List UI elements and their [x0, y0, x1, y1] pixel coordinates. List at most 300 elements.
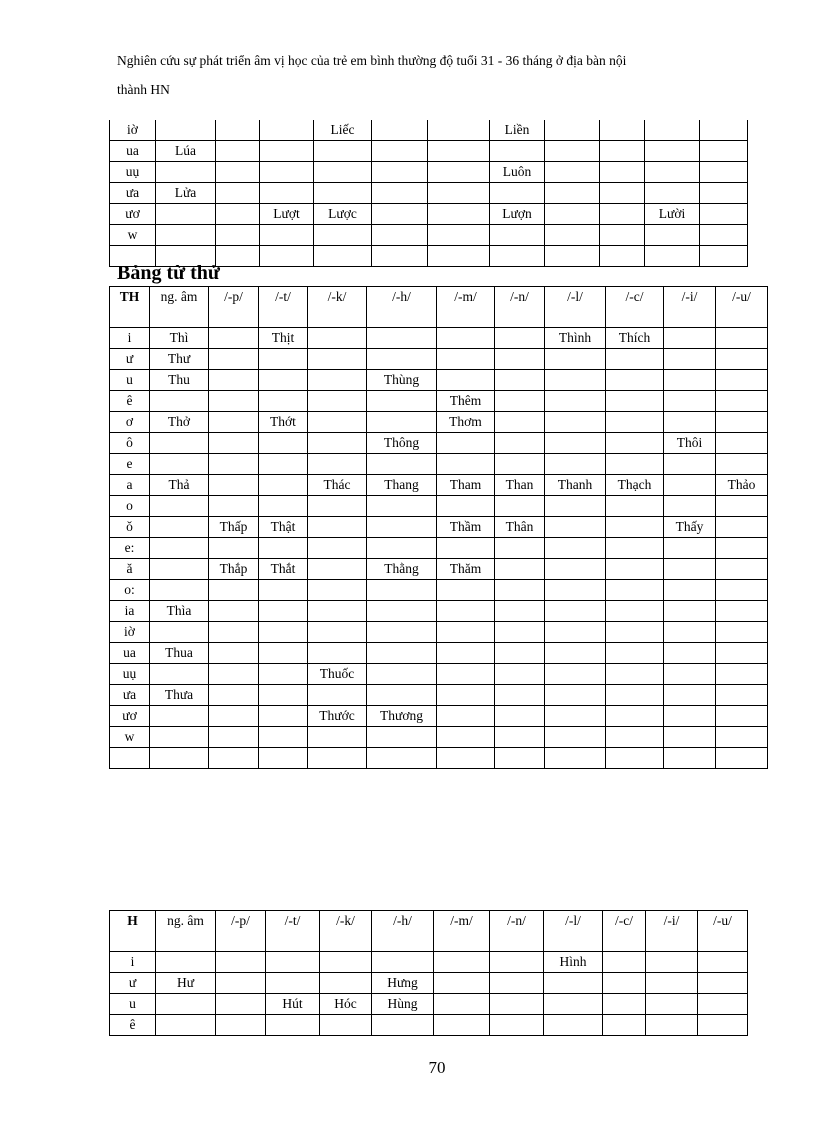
table-cell: [545, 601, 606, 622]
table-cell: Hưng: [372, 973, 434, 994]
column-header: /-n/: [495, 287, 545, 328]
table-cell: Thảo: [716, 475, 768, 496]
table-cell: [150, 454, 209, 475]
table-cell: [600, 120, 645, 141]
table-cell: [150, 664, 209, 685]
table-cell: [606, 664, 664, 685]
table-cell: [606, 559, 664, 580]
table-cell: Thanh: [545, 475, 606, 496]
table-cell: [209, 433, 259, 454]
row-label-cell: ê: [110, 391, 150, 412]
table-cell: Thuốc: [308, 664, 367, 685]
table-cell: [716, 664, 768, 685]
table-cell: [259, 538, 308, 559]
table-cell: [545, 349, 606, 370]
table-cell: [308, 412, 367, 433]
table-cell: [545, 433, 606, 454]
table-row: [110, 433, 768, 454]
table-cell: [437, 706, 495, 727]
table-cell: Hút: [266, 994, 320, 1015]
table-cell: [606, 622, 664, 643]
row-label-cell: ia: [110, 601, 150, 622]
row-label-cell: u: [110, 370, 150, 391]
main-table-head: [110, 287, 768, 328]
table-cell: [216, 162, 260, 183]
table-cell: [308, 748, 367, 769]
table-cell: [372, 204, 428, 225]
row-label-cell: [110, 748, 150, 769]
table-row: [110, 391, 768, 412]
table-cell: [428, 246, 490, 267]
column-header: /-p/: [216, 911, 266, 952]
page-number: 70: [428, 1058, 446, 1077]
table-cell: [495, 349, 545, 370]
table-cell: [367, 454, 437, 475]
table-cell: [259, 748, 308, 769]
table-cell: [495, 391, 545, 412]
table-row: [110, 412, 768, 433]
table-cell: [490, 141, 545, 162]
main-table-body: [110, 328, 768, 769]
table-cell: Thác: [308, 475, 367, 496]
table-cell: [260, 225, 314, 246]
table-cell: [490, 952, 544, 973]
table-cell: Thương: [367, 706, 437, 727]
table-cell: [606, 517, 664, 538]
table-cell: Lười: [645, 204, 700, 225]
table-cell: [646, 994, 698, 1015]
table-cell: [490, 994, 544, 1015]
table-row: [110, 225, 748, 246]
table-cell: [308, 685, 367, 706]
row-label-cell: ua: [110, 141, 156, 162]
table-cell: [606, 496, 664, 517]
table-cell: [260, 183, 314, 204]
table-cell: [495, 496, 545, 517]
table-cell: [259, 706, 308, 727]
table-cell: [367, 517, 437, 538]
table-cell: [320, 1015, 372, 1036]
table-cell: Thở: [150, 412, 209, 433]
table-cell: [314, 162, 372, 183]
table-cell: [716, 370, 768, 391]
table-cell: [216, 225, 260, 246]
column-header: /-n/: [490, 911, 544, 952]
table-cell: [716, 727, 768, 748]
table-cell: [645, 141, 700, 162]
table-cell: [209, 706, 259, 727]
table-cell: [437, 622, 495, 643]
row-label-cell: w: [110, 225, 156, 246]
table-cell: [700, 225, 748, 246]
table-cell: Luôn: [490, 162, 545, 183]
table-row: [110, 349, 768, 370]
table-cell: [646, 952, 698, 973]
table-cell: [545, 225, 600, 246]
table-row: [110, 1015, 748, 1036]
row-label-cell: i: [110, 952, 156, 973]
table-row: [110, 973, 748, 994]
column-header: /-u/: [716, 287, 768, 328]
table-cell: [545, 622, 606, 643]
table-cell: [606, 706, 664, 727]
table-cell: [545, 748, 606, 769]
table-cell: [645, 162, 700, 183]
table-cell: [495, 328, 545, 349]
table-cell: [544, 1015, 603, 1036]
table-cell: [209, 601, 259, 622]
table-cell: [372, 225, 428, 246]
main-table-header-row: [110, 287, 768, 328]
table-cell: [437, 454, 495, 475]
table-cell: [606, 349, 664, 370]
table-cell: [437, 748, 495, 769]
table-cell: [645, 120, 700, 141]
column-header: /-l/: [544, 911, 603, 952]
table-cell: [495, 601, 545, 622]
table-cell: [156, 952, 216, 973]
table-row: [110, 643, 768, 664]
table-cell: Thơm: [437, 412, 495, 433]
table-cell: [716, 538, 768, 559]
table-cell: [367, 538, 437, 559]
table-cell: [716, 622, 768, 643]
table-cell: Thùng: [367, 370, 437, 391]
row-label-cell: ư: [110, 973, 156, 994]
table-cell: [428, 162, 490, 183]
row-label-cell: ơ: [110, 412, 150, 433]
table-cell: [216, 952, 266, 973]
column-header: /-k/: [308, 287, 367, 328]
table-cell: [545, 370, 606, 391]
table-cell: [664, 412, 716, 433]
row-label-cell: ô: [110, 433, 150, 454]
table-cell: [716, 391, 768, 412]
table-cell: [495, 727, 545, 748]
table-cell: [216, 120, 260, 141]
table-cell: [260, 120, 314, 141]
column-header: /-m/: [437, 287, 495, 328]
table-cell: [266, 973, 320, 994]
table-cell: [308, 538, 367, 559]
table-cell: Thôi: [664, 433, 716, 454]
table-cell: [664, 496, 716, 517]
section-title: Bảng từ thử: [117, 262, 220, 284]
table-cell: [434, 994, 490, 1015]
table-cell: [259, 433, 308, 454]
table-cell: [716, 454, 768, 475]
table-cell: [259, 664, 308, 685]
table-cell: [716, 328, 768, 349]
table-cell: [716, 433, 768, 454]
table-cell: Thìa: [150, 601, 209, 622]
table-cell: [606, 370, 664, 391]
continued-word-table: [109, 120, 748, 267]
table-cell: [716, 517, 768, 538]
table-cell: [372, 162, 428, 183]
table-cell: [308, 349, 367, 370]
table-cell: [259, 349, 308, 370]
column-header: ng. âm: [156, 911, 216, 952]
table-cell: [545, 517, 606, 538]
table-cell: [437, 328, 495, 349]
table-cell: [600, 183, 645, 204]
table-row: [110, 454, 768, 475]
table-cell: [308, 643, 367, 664]
row-label-cell: u: [110, 994, 156, 1015]
table-cell: [259, 475, 308, 496]
table-cell: [606, 538, 664, 559]
table-cell: [495, 706, 545, 727]
table-cell: [664, 559, 716, 580]
row-label-cell: o: [110, 496, 150, 517]
table-cell: [259, 643, 308, 664]
row-label-cell: uụ: [110, 162, 156, 183]
table-cell: [700, 120, 748, 141]
table-cell: [259, 496, 308, 517]
table-cell: [437, 601, 495, 622]
table-cell: [603, 952, 646, 973]
table-cell: [367, 685, 437, 706]
table-cell: [645, 225, 700, 246]
table-cell: [700, 246, 748, 267]
table-cell: [545, 412, 606, 433]
table-cell: [664, 622, 716, 643]
column-header: /-u/: [698, 911, 748, 952]
table-cell: [490, 1015, 544, 1036]
table-cell: [545, 664, 606, 685]
table-cell: [716, 496, 768, 517]
table-cell: Thêm: [437, 391, 495, 412]
table-cell: [150, 622, 209, 643]
table-row: [110, 994, 748, 1015]
table-cell: [545, 246, 600, 267]
table-cell: [216, 1015, 266, 1036]
table-cell: [428, 183, 490, 204]
table-cell: [259, 391, 308, 412]
table-cell: [545, 727, 606, 748]
table-cell: [216, 141, 260, 162]
table-cell: [308, 370, 367, 391]
table-cell: [664, 349, 716, 370]
table-cell: [367, 727, 437, 748]
table-cell: [367, 664, 437, 685]
table-cell: [495, 580, 545, 601]
table-cell: Thầm: [437, 517, 495, 538]
table-cell: [664, 391, 716, 412]
table-cell: [308, 727, 367, 748]
table-cell: Thua: [150, 643, 209, 664]
table-cell: Hóc: [320, 994, 372, 1015]
table-cell: [664, 685, 716, 706]
table-cell: [495, 454, 545, 475]
table-cell: [716, 748, 768, 769]
table-cell: [259, 727, 308, 748]
table-row: [110, 370, 768, 391]
table-cell: Thấp: [209, 517, 259, 538]
table-cell: [372, 120, 428, 141]
table-cell: [314, 141, 372, 162]
table-cell: [308, 391, 367, 412]
row-label-cell: o:: [110, 580, 150, 601]
table-cell: Thu: [150, 370, 209, 391]
table-cell: [209, 454, 259, 475]
table-cell: Thạch: [606, 475, 664, 496]
table-cell: [700, 141, 748, 162]
table-cell: [545, 538, 606, 559]
row-label-cell: ua: [110, 643, 150, 664]
table-cell: [664, 727, 716, 748]
column-header: /-l/: [545, 287, 606, 328]
table-cell: [308, 433, 367, 454]
table-cell: [603, 1015, 646, 1036]
table-row: [110, 328, 768, 349]
table-cell: [209, 496, 259, 517]
table-cell: Thích: [606, 328, 664, 349]
table-cell: [156, 1015, 216, 1036]
table-cell: [209, 727, 259, 748]
table-cell: [664, 706, 716, 727]
table-cell: [150, 559, 209, 580]
table-cell: [664, 454, 716, 475]
table-cell: [320, 973, 372, 994]
table-cell: [216, 204, 260, 225]
table-cell: [428, 225, 490, 246]
table-cell: [209, 370, 259, 391]
table-cell: [606, 727, 664, 748]
table-row: [110, 183, 748, 204]
table-cell: [372, 183, 428, 204]
table-cell: [606, 454, 664, 475]
table-row: [110, 601, 768, 622]
table-cell: [664, 370, 716, 391]
table-cell: Liền: [490, 120, 545, 141]
table-cell: [437, 685, 495, 706]
row-label-cell: ươ: [110, 204, 156, 225]
table-cell: [490, 973, 544, 994]
table-cell: Thắt: [259, 559, 308, 580]
table-row: [110, 685, 768, 706]
table-cell: Thì: [150, 328, 209, 349]
table-cell: [437, 496, 495, 517]
table-cell: [150, 496, 209, 517]
table-cell: [495, 559, 545, 580]
table-cell: [716, 412, 768, 433]
table-cell: [259, 454, 308, 475]
table-cell: [698, 1015, 748, 1036]
table-cell: Thả: [150, 475, 209, 496]
table-cell: [209, 391, 259, 412]
table-cell: [150, 517, 209, 538]
table-cell: [698, 973, 748, 994]
table-cell: [495, 664, 545, 685]
table-cell: [372, 141, 428, 162]
table-cell: [545, 559, 606, 580]
table-cell: [437, 538, 495, 559]
table-cell: [545, 454, 606, 475]
table-cell: [606, 685, 664, 706]
table-cell: [545, 685, 606, 706]
table-cell: [367, 580, 437, 601]
table-cell: [308, 517, 367, 538]
table-cell: [603, 994, 646, 1015]
table-cell: [314, 225, 372, 246]
table-cell: Hình: [544, 952, 603, 973]
table-cell: [664, 580, 716, 601]
table-cell: [716, 580, 768, 601]
table-row: [110, 204, 748, 225]
table-cell: Liếc: [314, 120, 372, 141]
column-header: /-i/: [664, 287, 716, 328]
table-cell: [150, 433, 209, 454]
table-cell: [372, 246, 428, 267]
table-cell: [600, 162, 645, 183]
table-cell: [308, 580, 367, 601]
table-cell: [545, 183, 600, 204]
table-cell: Thưa: [150, 685, 209, 706]
table-cell: [545, 141, 600, 162]
table-cell: Thật: [259, 517, 308, 538]
table-cell: [646, 1015, 698, 1036]
table-cell: [606, 601, 664, 622]
column-header: /-t/: [266, 911, 320, 952]
table-cell: [437, 664, 495, 685]
table-cell: Thân: [495, 517, 545, 538]
table-cell: [545, 496, 606, 517]
table-cell: Thình: [545, 328, 606, 349]
table-cell: [156, 120, 216, 141]
table-cell: [545, 706, 606, 727]
table-cell: [367, 622, 437, 643]
table-cell: [209, 349, 259, 370]
table-row: [110, 496, 768, 517]
column-header: /-t/: [259, 287, 308, 328]
column-header: /-m/: [434, 911, 490, 952]
table-cell: Hư: [156, 973, 216, 994]
table-cell: [209, 685, 259, 706]
table-cell: [664, 538, 716, 559]
table-cell: [606, 433, 664, 454]
table-cell: [545, 162, 600, 183]
table-cell: [150, 580, 209, 601]
table-cell: [490, 246, 545, 267]
table-cell: [600, 246, 645, 267]
table-row: [110, 580, 768, 601]
table-cell: [545, 643, 606, 664]
table-cell: [266, 952, 320, 973]
row-label-cell: w: [110, 727, 150, 748]
table-cell: [490, 183, 545, 204]
table-cell: [645, 246, 700, 267]
table-cell: [495, 538, 545, 559]
table-cell: [367, 643, 437, 664]
table-row: [110, 538, 768, 559]
table-cell: [437, 727, 495, 748]
table-cell: [209, 538, 259, 559]
table-cell: [260, 162, 314, 183]
table-cell: [645, 183, 700, 204]
sub-table-body: [110, 952, 748, 1036]
table-cell: [545, 120, 600, 141]
table-cell: [428, 204, 490, 225]
table-cell: Hùng: [372, 994, 434, 1015]
table-cell: [600, 141, 645, 162]
table-cell: [308, 454, 367, 475]
table-cell: Thằng: [367, 559, 437, 580]
table-cell: [156, 162, 216, 183]
table-cell: [150, 727, 209, 748]
table-cell: [259, 601, 308, 622]
